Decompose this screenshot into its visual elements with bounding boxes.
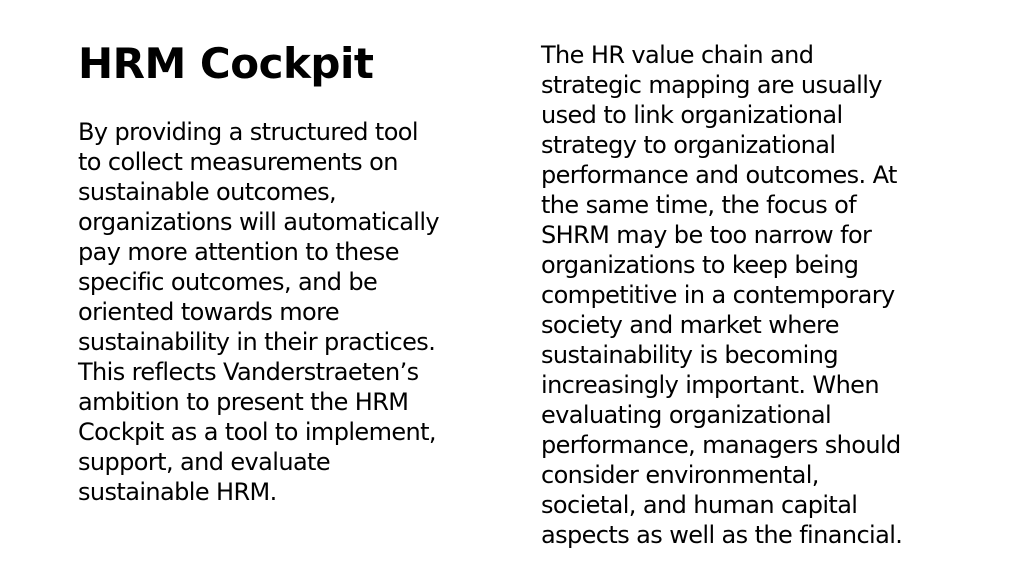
left-paragraph: By providing a structured tool to collect measurements on sustainable outcomes, organizations will automatically pay more attention to these specific outcomes, and be oriented towards more sustainability in their practices. This reflects Vanderstraeten’s ambition to present the HRM Cockpit as a tool to implement, support, and evaluate sustainable HRM.: [78, 118, 440, 506]
slide-title: HRM Cockpit: [78, 39, 374, 88]
right-paragraph: The HR value chain and strategic mapping are usually used to link organizational strategy to organizational performance and outcomes. At the same time, the focus of SHRM may be too narrow for organizations to keep being competitive in a contemporary society and market where sustainability is becoming increasingly important. When evaluating organizational performance, managers should consider environmental, societal, and human capital aspects as well as the financial.: [541, 41, 903, 549]
